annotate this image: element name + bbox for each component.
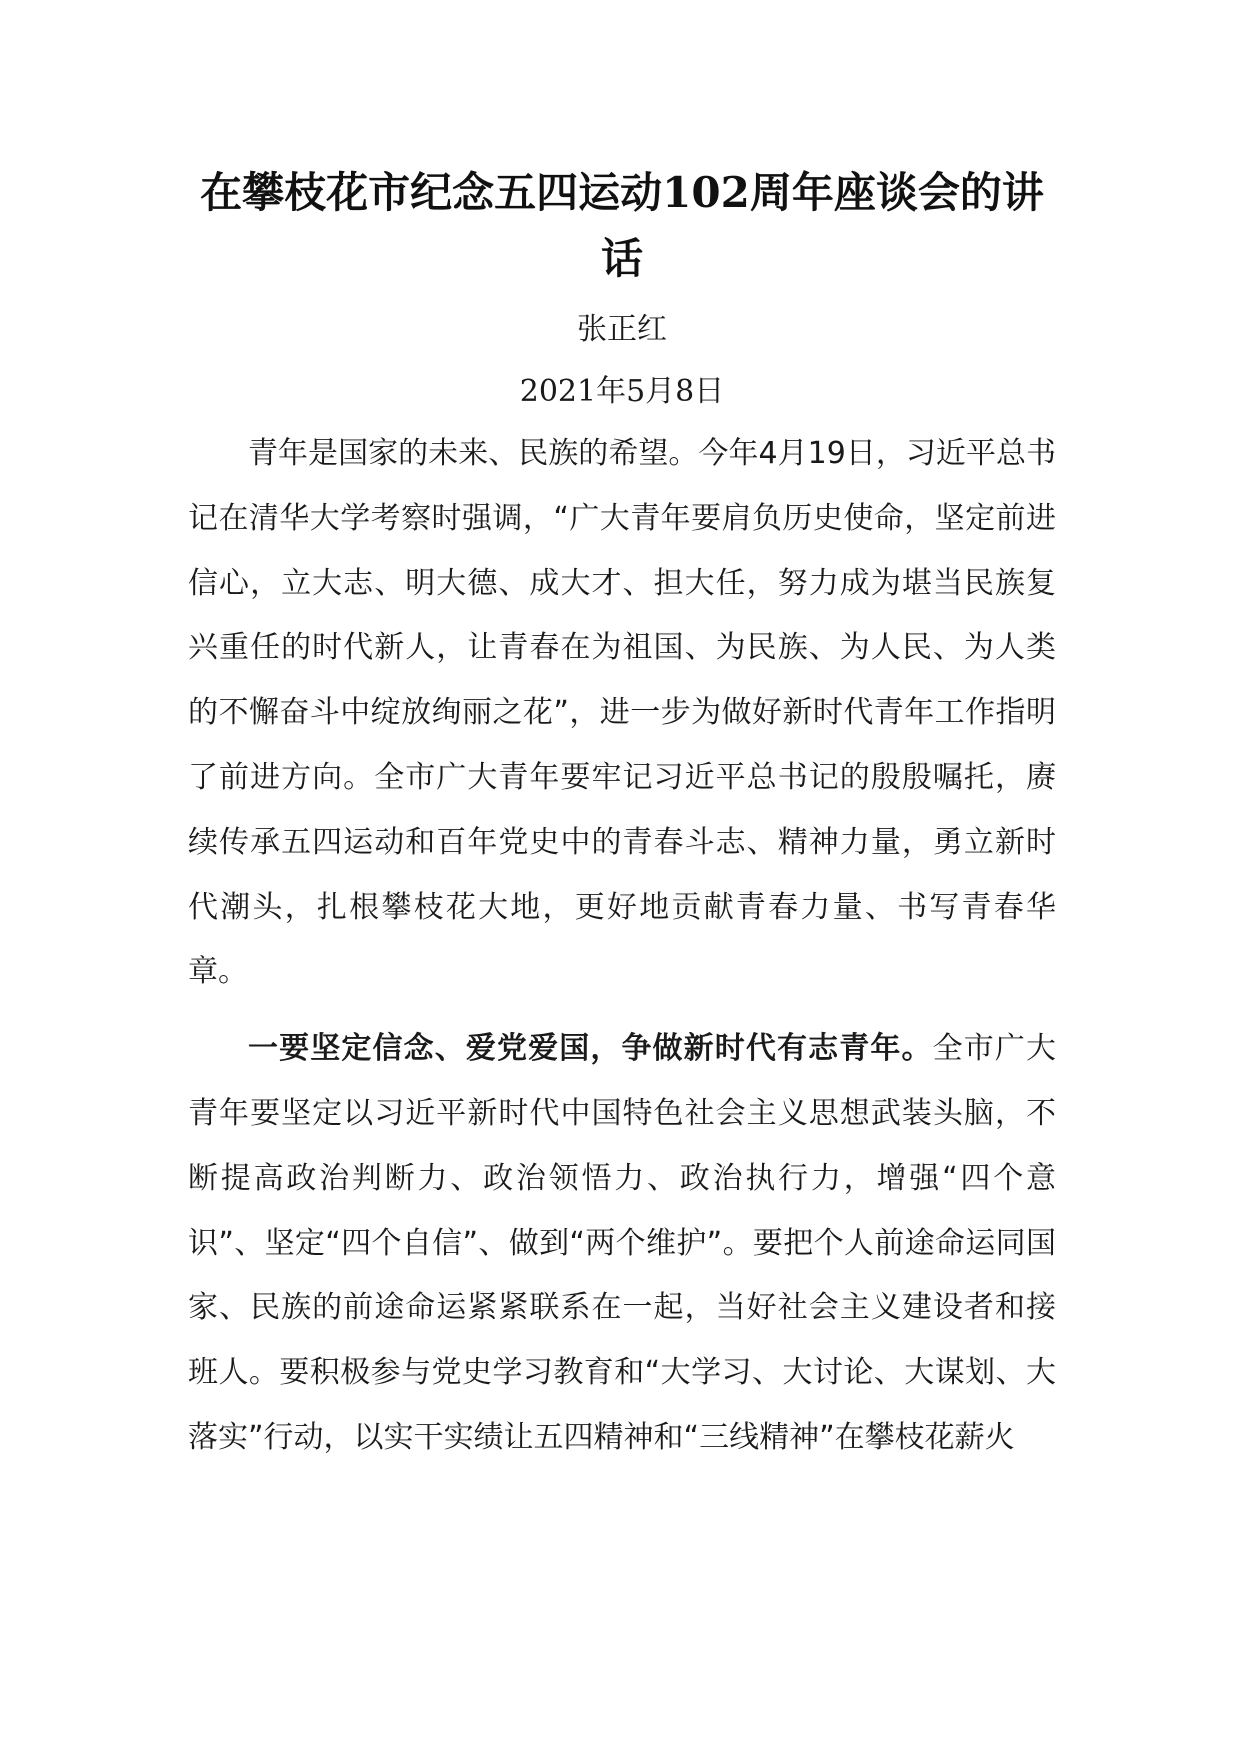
document-page [188,160,1056,1471]
document-title: 在攀枝花市纪念五四运动102周年座谈会的讲话 [200,168,1044,283]
author-name: 张正红 [577,312,667,347]
document-date: 2021年5月8日 [519,374,725,409]
paragraph-intro [188,422,1056,1005]
paragraph-point-one [188,1017,1056,1471]
paragraph-text: 全市广大青年要坚定以习近平新时代中国特色社会主义思想武装头脑，不断提高政治判断力、政治领悟力、政治执行力，增强“四个意识”、坚定“四个自信”、做到“两个维护”。要把个人前途命运同国家、民族的前途命运紧紧联系在一起，当好社会主义建设者和接班人。要积极参与党史学习教育和“大学习、大讨论、大谋划、大落实”行动，以实干实绩让五四精神和“三线精神”在攀枝花薪火 [188,1031,1057,1455]
paragraph-lead: 一要坚定信念、爱党爱国，争做新时代有志青年。 [248,1031,933,1067]
paragraph-text: 青年是国家的未来、民族的希望。今年4月19日，习近平总书记在清华大学考察时强调，“广大青年要肩负历史使命，坚定前进信心，立大志、明大德、成大才、担大任，努力成为堪当民族复兴重任的时代新人，让青春在为祖国、为民族、为人民、为人类的不懈奋斗中绽放绚丽之花”，进一步为做好新时代青年工作指明了前进方向。全市广大青年要牢记习近平总书记的殷殷嘱托，赓续传承五四运动和百年党史中的青春斗志、精神力量，勇立新时代潮头，扎根攀枝花大地，更好地贡献青春力量、书写青春华章。 [188,436,1056,990]
